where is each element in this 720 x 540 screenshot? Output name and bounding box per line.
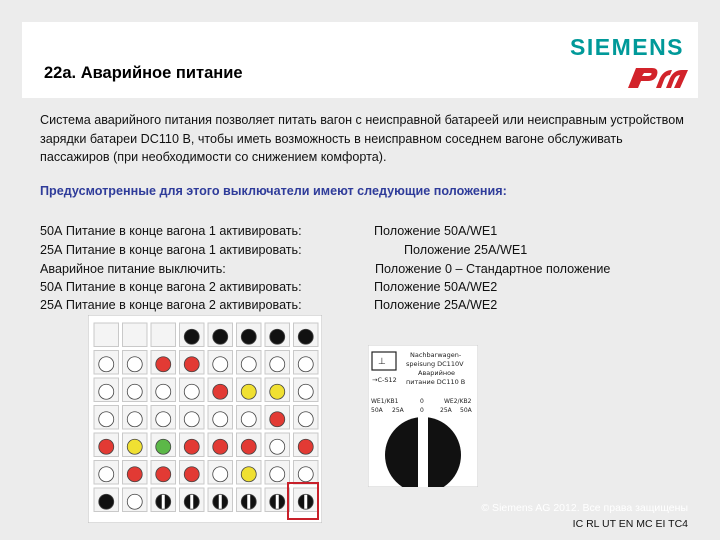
panel-switch-button	[241, 384, 256, 399]
position-action: 50А Питание в конце вагона 2 активировать:	[40, 280, 302, 294]
svg-text:⊥: ⊥	[378, 357, 386, 367]
switch-panel-image	[88, 315, 322, 523]
panel-switch-knob	[247, 495, 250, 509]
panel-switch-knob	[304, 495, 307, 509]
panel-switch-button	[156, 439, 171, 454]
position-row	[40, 224, 680, 242]
panel-switch-button	[99, 467, 114, 482]
switch-label-line: питание DC110 В	[406, 378, 466, 386]
panel-switch-button	[156, 357, 171, 372]
panel-switch-button	[184, 467, 199, 482]
panel-switch-button	[127, 412, 142, 427]
switch-col-label: WE1/KB1	[371, 398, 399, 405]
position-value: Положение 50A/WE2	[374, 280, 498, 294]
panel-switch-knob	[276, 495, 279, 509]
panel-switch-button	[213, 329, 228, 344]
position-action: 25А Питание в конце вагона 1 активировать:	[40, 243, 302, 257]
panel-switch-button	[156, 467, 171, 482]
switch-knob	[418, 417, 428, 487]
switch-code: →C-S12	[372, 376, 397, 384]
panel-switch-button	[270, 412, 285, 427]
intro-text: Система аварийного питания позволяет питать вагон с неисправной батареей или неисправным устройством зарядки батареи DC110 В, чтобы иметь возможность в неисправном соседнем вагоне обслуживать пассажиров (при необходимости со снижением комфорта).	[40, 113, 684, 164]
panel-switch-button	[184, 357, 199, 372]
panel-switch-button	[298, 329, 313, 344]
switch-value: 25A	[392, 407, 404, 414]
panel-switch-button	[184, 329, 199, 344]
switch-photo	[368, 345, 478, 487]
panel-switch-button	[99, 412, 114, 427]
panel-switch-button	[298, 467, 313, 482]
panel-switch-button	[241, 412, 256, 427]
position-value: Положение 50A/WE1	[374, 224, 498, 238]
position-action: Аварийное питание выключить:	[40, 262, 226, 276]
position-value: Положение 0 – Стандартное положение	[375, 262, 611, 276]
panel-switch-button	[127, 494, 142, 509]
position-value: Положение 25A/WE2	[374, 298, 498, 312]
panel-switch-button	[298, 439, 313, 454]
position-action: 50А Питание в конце вагона 1 активировать:	[40, 224, 302, 238]
panel-switch-button	[213, 467, 228, 482]
panel-switch-button	[99, 384, 114, 399]
panel-cell	[94, 323, 119, 347]
panel-switch-button	[270, 329, 285, 344]
panel-switch-button	[270, 467, 285, 482]
switch-label-line: Nachbarwagen-	[410, 351, 462, 359]
position-row	[40, 280, 680, 298]
panel-switch-button	[241, 439, 256, 454]
switch-col-label: 0	[420, 398, 424, 405]
panel-cell	[151, 323, 176, 347]
panel-cell	[123, 323, 148, 347]
panel-switch-button	[241, 329, 256, 344]
position-action: 25А Питание в конце вагона 2 активировать:	[40, 298, 302, 312]
panel-switch-button	[270, 357, 285, 372]
panel-switch-knob	[219, 495, 222, 509]
panel-switch-button	[156, 384, 171, 399]
positions-heading: Предусмотренные для этого выключатели имеют следующие положения:	[40, 184, 507, 198]
document-code: IC RL UT EN MC EI TC4	[572, 518, 688, 530]
panel-switch-knob	[190, 495, 193, 509]
panel-switch-button	[270, 439, 285, 454]
position-row	[40, 262, 680, 280]
panel-switch-button	[298, 384, 313, 399]
panel-switch-button	[127, 384, 142, 399]
panel-switch-button	[241, 467, 256, 482]
panel-switch-button	[184, 412, 199, 427]
panel-switch-button	[127, 357, 142, 372]
page-title: 22a. Аварийное питание	[44, 64, 243, 82]
panel-switch-button	[213, 412, 228, 427]
panel-switch-knob	[162, 495, 165, 509]
position-row	[40, 298, 680, 316]
panel-switch-button	[213, 357, 228, 372]
panel-switch-button	[298, 412, 313, 427]
panel-switch-button	[298, 357, 313, 372]
panel-switch-button	[213, 384, 228, 399]
panel-switch-button	[184, 384, 199, 399]
panel-switch-button	[127, 439, 142, 454]
position-value: Положение 25A/WE1	[404, 243, 528, 257]
rzd-logo	[626, 62, 690, 90]
panel-switch-button	[99, 439, 114, 454]
copyright-text: © Siemens AG 2012. Все права защищены	[481, 502, 688, 514]
switch-label-line: speisung DC110V	[406, 360, 464, 368]
switch-col-label: WE2/KB2	[444, 398, 472, 405]
panel-switch-button	[156, 412, 171, 427]
panel-switch-button	[99, 357, 114, 372]
switch-value: 0	[420, 407, 424, 414]
switch-label-line: Аварийное	[418, 369, 456, 377]
position-row	[40, 243, 680, 261]
panel-switch-button	[270, 384, 285, 399]
panel-switch-button	[241, 357, 256, 372]
switch-value: 25A	[440, 407, 452, 414]
siemens-logo: SIEMENS	[570, 34, 685, 60]
switch-value: 50A	[460, 407, 472, 414]
panel-switch-button	[213, 439, 228, 454]
panel-switch-button	[99, 494, 114, 509]
panel-switch-button	[184, 439, 199, 454]
panel-switch-button	[127, 467, 142, 482]
switch-value: 50A	[371, 407, 383, 414]
